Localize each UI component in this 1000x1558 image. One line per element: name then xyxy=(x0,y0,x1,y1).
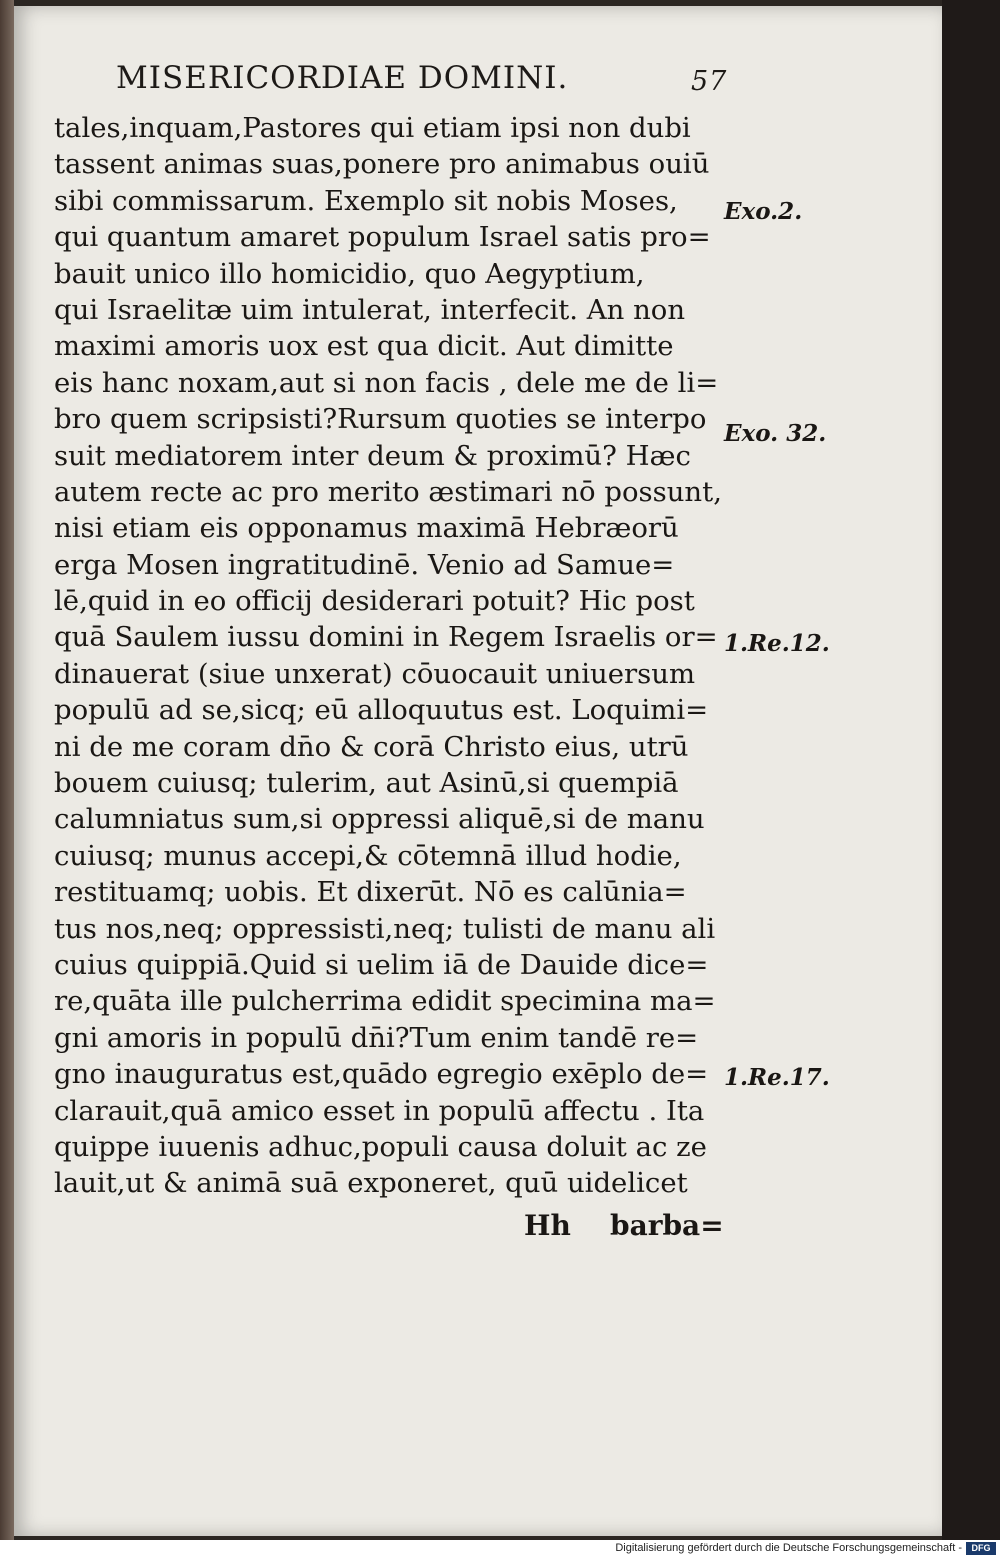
text-line: qui Israelitæ uim intulerat, interfecit. An non xyxy=(54,293,686,326)
text-line: populū ad se,sicq; eū alloquutus est. Loquimi= xyxy=(54,694,709,727)
binding-edge xyxy=(0,0,14,1540)
text-line: clarauit,quā amico esset in populū affectu . Ita xyxy=(54,1094,705,1127)
text-line: tassent animas suas,ponere pro animabus ouiū xyxy=(54,148,710,181)
text-line: sibi commissarum. Exemplo sit nobis Moses, xyxy=(54,184,678,217)
text-line: quippe iuuenis adhuc,populi causa doluit ac ze xyxy=(54,1130,707,1163)
text-line: bouem cuiusq; tulerim, aut Asinū,si quempiā xyxy=(54,767,679,800)
body-text xyxy=(54,110,734,1202)
text-line: ni de me coram dn̄o & corā Christo eius, utrū xyxy=(54,730,689,763)
signature-mark: Hh xyxy=(524,1209,571,1242)
folio-number: 57 xyxy=(691,66,728,97)
text-line: gni amoris in populū dn̄i?Tum enim tandē re= xyxy=(54,1021,699,1054)
margin-note-1re-12: 1.Re.12. xyxy=(724,630,830,657)
text-line: tus nos,neq; oppressisti,neq; tulisti de manu ali xyxy=(54,912,716,945)
margin-note-1re-17: 1.Re.17. xyxy=(724,1064,830,1091)
dfg-logo-icon: DFG xyxy=(966,1542,996,1555)
text-line: bro quem scripsisti?Rursum quoties se interpo xyxy=(54,403,707,436)
text-line: lē,quid in eo officij desiderari potuit? Hic post xyxy=(54,585,695,618)
text-line: suit mediatorem inter deum & proximū? Hæc xyxy=(54,439,691,472)
text-line: quā Saulem iussu domini in Regem Israelis or= xyxy=(54,621,718,654)
footer-bar xyxy=(0,1540,1000,1558)
text-line: cuiusq; munus accepi,& cōtemnā illud hodie, xyxy=(54,839,682,872)
book-page xyxy=(14,6,942,1536)
text-line: tales,inquam,Pastores qui etiam ipsi non dubi xyxy=(54,112,691,144)
footer-credit: Digitalisierung gefördert durch die Deutsche Forschungsgemeinschaft - xyxy=(615,1542,962,1554)
text-line: bauit unico illo homicidio, quo Aegyptium, xyxy=(54,257,645,290)
running-head-title: MISERICORDIAE DOMINI. xyxy=(116,60,569,96)
text-line: eis hanc noxam,aut si non facis , dele me de li= xyxy=(54,366,719,399)
text-line: autem recte ac pro merito æstimari nō possunt, xyxy=(54,475,722,508)
text-line: calumniatus sum,si oppressi aliquē,si de manu xyxy=(54,803,705,836)
text-line: erga Mosen ingratitudinē. Venio ad Samue= xyxy=(54,548,675,581)
text-line: nisi etiam eis opponamus maximā Hebræorū xyxy=(54,512,679,545)
text-line: maximi amoris uox est qua dicit. Aut dimitte xyxy=(54,330,674,363)
text-line: cuius quippiā.Quid si uelim iā de Dauide dice= xyxy=(54,948,709,981)
text-line: lauit,ut & animā suā exponeret, quū uidelicet xyxy=(54,1167,688,1200)
text-line: qui quantum amaret populum Israel satis pro= xyxy=(54,221,711,254)
text-line: re,quāta ille pulcherrima edidit specimina ma= xyxy=(54,985,716,1018)
running-head xyxy=(116,60,728,97)
margin-note-exo-2: Exo.2. xyxy=(724,198,803,225)
scan-background xyxy=(942,0,1000,1540)
catchword: barba= xyxy=(610,1209,724,1242)
text-line: restituamq; uobis. Et dixerūt. Nō es calūnia= xyxy=(54,876,687,909)
text-line: gno inauguratus est,quādo egregio exēplo de= xyxy=(54,1058,709,1091)
margin-note-exo-32: Exo. 32. xyxy=(724,420,827,447)
text-line: dinauerat (siue unxerat) cōuocauit uniuersum xyxy=(54,657,696,690)
